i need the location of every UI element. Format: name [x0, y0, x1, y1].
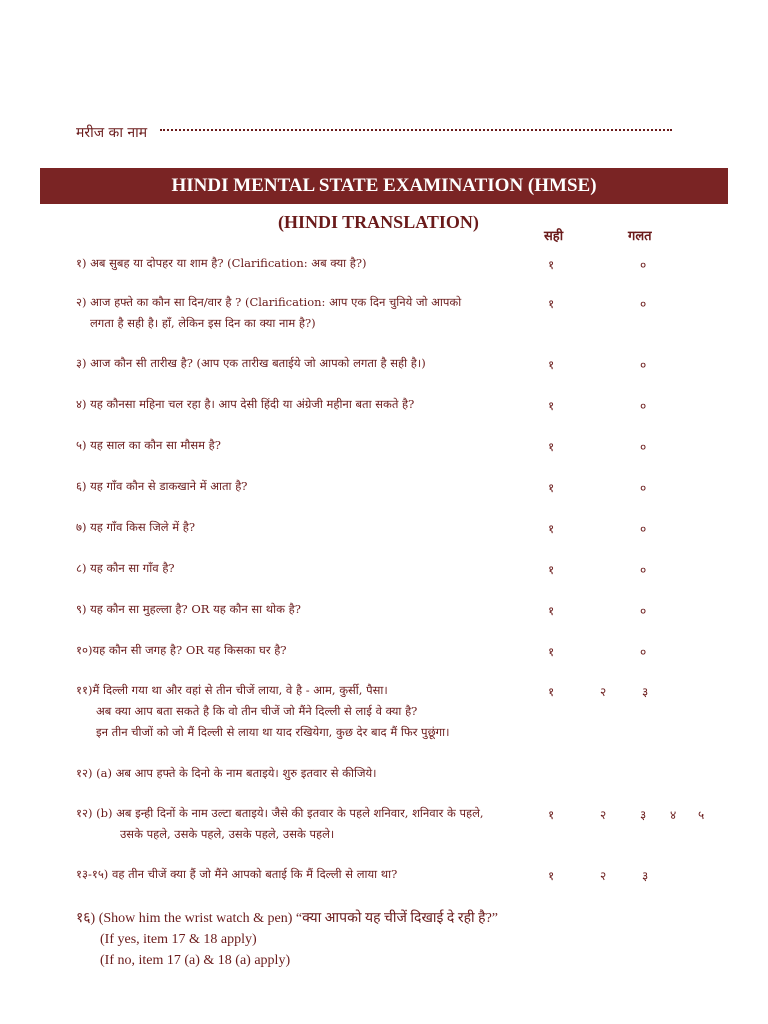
question-text: उसके पहले, उसके पहले, उसके पहले, उसके पहले। — [120, 827, 335, 841]
score-value[interactable]: १ — [548, 522, 555, 536]
question-text: १) अब सुबह या दोपहर या शाम है? (Clarification: अब क्या है?) — [76, 256, 367, 270]
question-item — [76, 640, 286, 661]
column-header-wrong: गलत — [628, 229, 652, 244]
question-text: १०)यह कौन सी जगह है? OR यह किसका घर है? — [76, 643, 287, 657]
question-item — [76, 476, 247, 497]
question-text: अब क्या आप बता सकते है कि वो तीन चीजें जो मैंने दिल्ली से लाई वे क्या है? — [96, 704, 418, 718]
score-value[interactable]: १ — [548, 481, 555, 495]
question-item — [76, 908, 498, 971]
patient-name-label: मरीज का नाम — [76, 125, 148, 141]
question-text: (If no, item 17 (a) & 18 (a) apply) — [100, 953, 291, 968]
score-value[interactable]: ० — [640, 297, 647, 311]
question-text: ९) यह कौन सा मुहल्ला है? OR यह कौन सा थोक है? — [76, 602, 301, 616]
question-text: १२) (a) अब आप हफ्ते के दिनो के नाम बताइये। शुरु इतवार से कीजिये। — [76, 766, 377, 780]
score-value[interactable]: ३ — [642, 869, 649, 883]
score-value[interactable]: ० — [640, 358, 647, 372]
question-text: ४) यह कौनसा महिना चल रहा है। आप देसी हिंदी या अंग्रेजी महीना बता सकते है? — [76, 397, 415, 411]
question-text: १३-१५) वह तीन चीजें क्या हैं जो मैंने आपको बताई कि मैं दिल्ली से लाया था? — [76, 867, 398, 881]
question-item — [76, 292, 461, 334]
question-item — [76, 599, 301, 620]
score-value[interactable]: ४ — [670, 808, 677, 822]
question-item — [76, 435, 221, 456]
question-item — [76, 680, 449, 743]
score-value[interactable]: ० — [640, 399, 647, 413]
page-title: HINDI MENTAL STATE EXAMINATION (HMSE) — [40, 168, 728, 204]
question-item — [76, 803, 484, 845]
question-text: इन तीन चीजों को जो मैं दिल्ली से लाया था याद रखियेगा, कुछ देर बाद मैं फिर पुछूंगा। — [96, 725, 450, 739]
score-value[interactable]: ५ — [698, 808, 705, 822]
question-text: (If yes, item 17 & 18 apply) — [100, 932, 257, 947]
score-value[interactable]: १ — [548, 399, 555, 413]
question-text: १६) (Show him the wrist watch & pen) “क्या आपको यह चीजें दिखाई दे रही है?” — [76, 911, 498, 926]
question-text: १२) (b) अब इन्ही दिनों के नाम उल्टा बताइये। जैसे की इतवार के पहले शनिवार, शनिवार के पहले, — [76, 806, 484, 820]
question-item — [76, 394, 414, 415]
score-value[interactable]: ० — [640, 440, 647, 454]
question-text: २) आज हफ्ते का कौन सा दिन/वार है ? (Clarification: आप एक दिन चुनिये जो आपको — [76, 295, 462, 309]
question-item — [76, 864, 397, 885]
question-text: ११)मैं दिल्ली गया था और वहां से तीन चीजें लाया, वे है - आम, कुर्सी, पैसा। — [76, 683, 388, 697]
question-text: ८) यह कौन सा गाँव है? — [76, 561, 175, 575]
score-value[interactable]: १ — [548, 685, 555, 699]
score-value[interactable]: ० — [640, 563, 647, 577]
score-value[interactable]: २ — [600, 685, 607, 699]
question-text: ७) यह गाँव किस जिले में है? — [76, 520, 196, 534]
patient-name-field[interactable] — [160, 128, 672, 131]
score-value[interactable]: १ — [548, 358, 555, 372]
score-value[interactable]: १ — [548, 297, 555, 311]
page-subtitle: (HINDI TRANSLATION) — [278, 212, 479, 232]
score-value[interactable]: ० — [640, 481, 647, 495]
score-value[interactable]: १ — [548, 563, 555, 577]
question-item — [76, 253, 367, 274]
score-value[interactable]: ० — [640, 604, 647, 618]
score-value[interactable]: ३ — [642, 685, 649, 699]
score-value[interactable]: १ — [548, 440, 555, 454]
score-value[interactable]: ० — [640, 258, 647, 272]
score-value[interactable]: १ — [548, 869, 555, 883]
score-value[interactable]: १ — [548, 645, 555, 659]
score-value[interactable]: ३ — [640, 808, 647, 822]
question-item — [76, 558, 175, 579]
score-value[interactable]: ० — [640, 522, 647, 536]
score-value[interactable]: ० — [640, 645, 647, 659]
question-item — [76, 763, 377, 784]
score-value[interactable]: २ — [600, 808, 607, 822]
score-value[interactable]: १ — [548, 604, 555, 618]
question-text: ५) यह साल का कौन सा मौसम है? — [76, 438, 221, 452]
score-value[interactable]: १ — [548, 258, 555, 272]
question-item — [76, 353, 426, 374]
question-text: ३) आज कौन सी तारीख है? (आप एक तारीख बताईये जो आपको लगता है सही है।) — [76, 356, 426, 370]
question-text: लगता है सही है। हाँ, लेकिन इस दिन का क्या नाम है?) — [90, 316, 316, 330]
question-item — [76, 517, 195, 538]
column-header-correct: सही — [544, 229, 564, 244]
score-value[interactable]: १ — [548, 808, 555, 822]
score-value[interactable]: २ — [600, 869, 607, 883]
question-text: ६) यह गाँव कौन से डाकखाने में आता है? — [76, 479, 248, 493]
